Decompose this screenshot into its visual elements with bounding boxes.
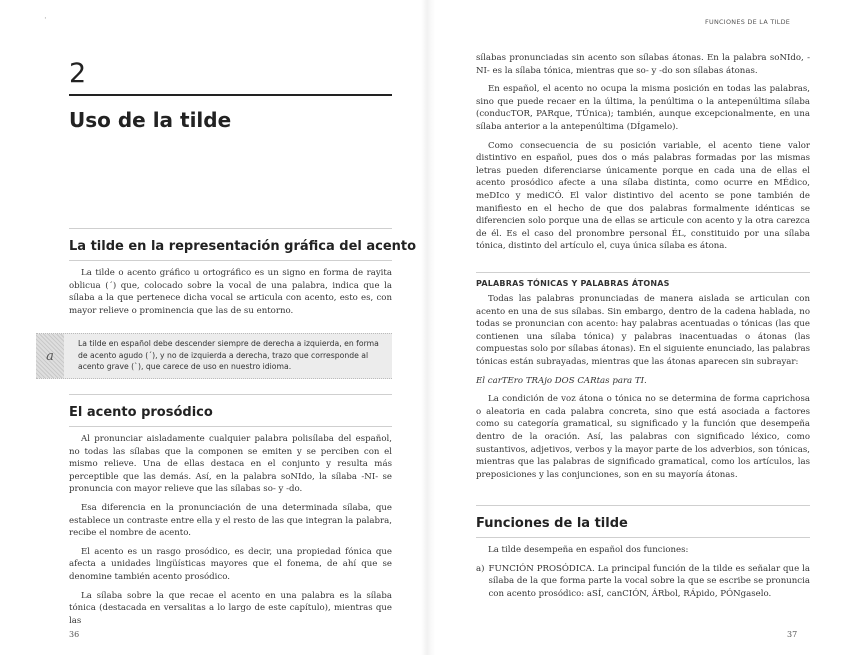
list-marker: a) (476, 563, 485, 574)
running-head: FUNCIONES DE LA TILDE (705, 18, 791, 26)
paragraph: En español, el acento no ocupa la misma posición en todas las palabras, sino que puede recaer en la última, la penúltima o la antepenúltima sílaba (conducTOR, PARque, TÚnica); también, aunque excepcionalmente, en una sílaba anterior a la antepenúltima (DÍgamelo). (476, 84, 810, 132)
paragraph: Al pronunciar aisladamente cualquier palabra polisílaba del español, no todas las sílabas que la componen se emiten y se perciben con el mismo relieve. Una de ellas destaca en el conjunto y resulta más perceptible que las demás. Así, en la palabra soNIdo, la sílaba -NI- se pronuncia con mayor relieve que las sílabas so- y -do. (69, 434, 392, 495)
section-title-acento: El acento prosódico (69, 405, 213, 420)
example-sentence: El carTEro TRAjo DOS CARtas para TI. (476, 375, 647, 386)
right-page (435, 0, 848, 655)
note-box (36, 333, 392, 379)
list-item-text: FUNCIÓN PROSÓDICA. La principal función de la tilde es señalar que la sílaba de la que forma parte la vocal sobre la que se escribe se pronuncia con acento prosódico: aSÍ, canCIÓN, ÁRbol, RÁpido, PÓNgaselo. (488, 563, 810, 599)
chapter-rule (69, 94, 392, 96)
paragraph: sílabas pronunciadas sin acento son sílabas átonas. En la palabra soNIdo, -NI- es la sílaba tónica, mientras que so- y -do son sílabas átonas. (476, 53, 810, 76)
section-rule (69, 426, 392, 427)
section-funciones (476, 505, 810, 606)
paragraph: La condición de voz átona o tónica no se determina de forma caprichosa o aleatoria en cada palabra concreta, sino que está asociada a factores como su categoría gramatical, su significado y la función que desempeña dentro de la oración. Así, las palabras con significado léxico, como sustantivos, adjetivos, verbos y la mayor parte de los adverbios, son tónicas, mientras que las palabras de significado gramatical, como los artículos, las preposiciones y las conjunciones, son en su mayoría átonas. (476, 394, 810, 480)
chapter-title: Uso de la tilde (69, 108, 232, 132)
note-badge-icon: a (36, 334, 64, 378)
section-rule (476, 505, 810, 506)
chapter-number: 2 (69, 58, 87, 89)
subheading: PALABRAS TÓNICAS Y PALABRAS ÁTONAS (476, 279, 670, 288)
page-number-right: 37 (787, 630, 798, 639)
section-rule (69, 260, 392, 261)
paragraph: Como consecuencia de su posición variable, el acento tiene valor distintivo en español, pues dos o más palabras formadas por las mismas letras pueden diferenciarse únicamente porque en cada una de ellas el acento prosódico afecte a una sílaba distinta, como ocurre en MÉdico, meDIco y mediCÓ. El valor distintivo del acento se pone también de manifiesto en el hecho de que dos palabras formalmente idénticas se diferencien solo porque una de ellas se articule con acento y la otra carezca de él. Es el caso del pronombre personal ÉL, constituido por una sílaba tónica, distinto del artículo el, cuya única sílaba es átona. (476, 140, 810, 252)
section-rule (69, 394, 392, 395)
left-page (0, 0, 421, 655)
section-acento-prosodico (69, 394, 392, 633)
paragraph: Todas las palabras pronunciadas de manera aislada se articulan con acento en una de sus sílabas. Sin embargo, dentro de la cadena hablada, no todas se pronuncian con acento: hay palabras acentuadas o tónicas (las que contienen una sílaba tónica) y palabras inacentuadas o átonas (las compuestas solo por sílabas átonas). En el siguiente enunciado, las palabras tónicas están subrayadas, mientras que las átonas aparecen sin subrayar: (476, 294, 810, 367)
corner-mark: · (44, 14, 47, 24)
page-number-left: 36 (69, 630, 80, 639)
paragraph: La tilde o acento gráfico u ortográfico es un signo en forma de rayita oblicua (´) que, colocado sobre la vocal de una palabra, indica que la sílaba a la que pertenece dicha vocal se articula con acento, esto es, con mayor relieve o prominencia que las de su entorno. (69, 268, 392, 316)
paragraph: El acento es un rasgo prosódico, es decir, una propiedad fónica que afecta a unidades lingüísticas mayores que el fonema, de ahí que se denomine también acento prosódico. (69, 546, 392, 582)
section-rule (476, 537, 810, 538)
paragraph: La sílaba sobre la que recae el acento en una palabra es la sílaba tónica (destacada en versalitas a lo largo de este capítulo), mientras que las (69, 590, 392, 626)
section-rule (69, 228, 392, 229)
section-tilde-representacion (69, 228, 417, 323)
book-gutter (421, 0, 435, 655)
paragraph: Esa diferencia en la pronunciación de una determinada sílaba, que establece un contraste entre ella y el resto de las que integran la palabra, recibe el nombre de acento. (69, 502, 392, 539)
subheading-rule (476, 272, 810, 273)
note-text: La tilde en español debe descender siempre de derecha a izquierda, en forma de acento agudo (´), y no de izquierda a derecha, trazo que corresponde al acento grave (`), que carece de uso en nuestro idioma. (78, 339, 379, 372)
right-page-top-text (476, 52, 810, 259)
paragraph: La tilde desempeña en español dos funciones: (488, 545, 689, 555)
list-item (476, 563, 810, 601)
right-page-mid-text (476, 272, 810, 487)
section-title-funciones: Funciones de la tilde (476, 516, 628, 531)
section-title-tilde: La tilde en la representación gráfica del acento (69, 239, 417, 254)
